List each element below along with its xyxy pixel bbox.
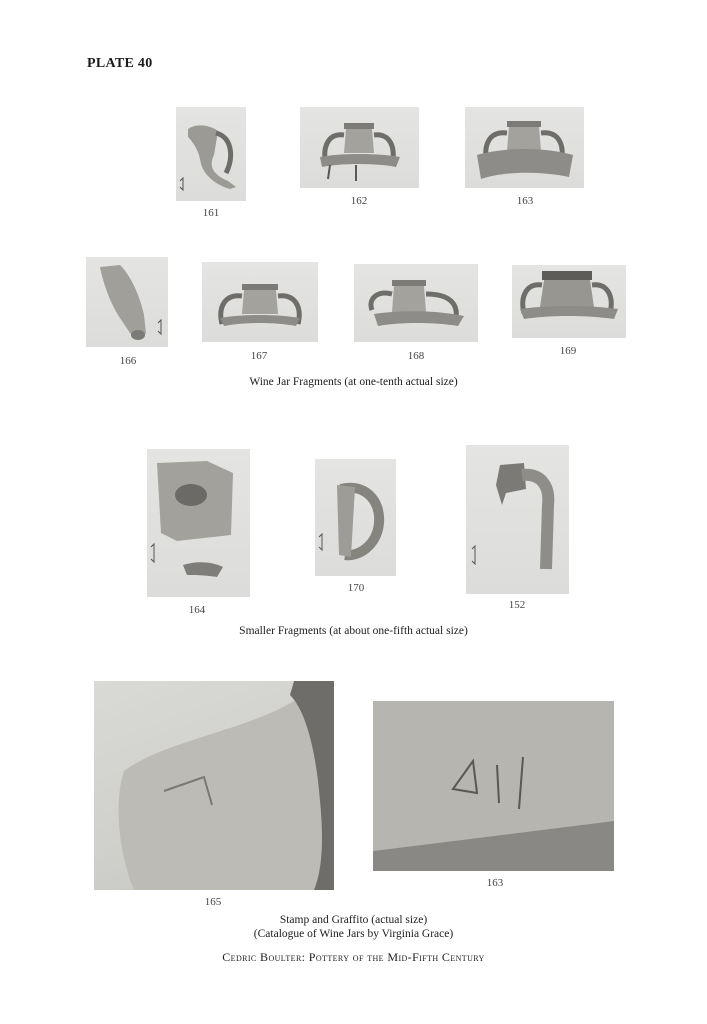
- photo-166: [86, 257, 168, 347]
- shoulder-fragment-icon: [147, 449, 250, 597]
- figure-number: 168: [407, 350, 425, 362]
- footer-credit: Cedric Boulter: Pottery of the Mid-Fifth Century: [222, 950, 485, 964]
- figure-number: 165: [204, 896, 222, 908]
- amphora-neck-icon: [465, 107, 584, 188]
- photo-169: [512, 265, 626, 338]
- stamp-caption-line2: (Catalogue of Wine Jars by Virginia Grace): [253, 928, 454, 940]
- amphora-neck-icon: [202, 262, 318, 342]
- amphora-neck-icon: [512, 265, 626, 338]
- figure-number: 169: [559, 345, 577, 357]
- figure-number: 152: [508, 599, 526, 611]
- photo-167: [202, 262, 318, 342]
- photo-161: [176, 107, 246, 201]
- figure-number: 166: [119, 355, 137, 367]
- photo-165: [94, 681, 334, 890]
- stamp-impression-icon: [94, 681, 334, 890]
- figure-number: 164: [188, 604, 206, 616]
- figure-number: 163: [516, 195, 534, 207]
- amphora-neck-icon: [354, 264, 478, 342]
- figure-number: 161: [202, 207, 220, 219]
- plate-label: PLATE 40: [87, 56, 153, 71]
- graffito-icon: [373, 701, 614, 871]
- figure-number: 167: [250, 350, 268, 362]
- photo-162: [300, 107, 419, 188]
- handle-fragment-icon: [315, 459, 396, 576]
- photo-163: [465, 107, 584, 188]
- figure-number: 163: [486, 877, 504, 889]
- jar-handle-fragment-icon: [176, 107, 246, 201]
- photo-170: [315, 459, 396, 576]
- amphora-neck-icon: [300, 107, 419, 188]
- photo-163-graffito: [373, 701, 614, 871]
- figure-number: 162: [350, 195, 368, 207]
- photo-164: [147, 449, 250, 597]
- smaller-fragments-caption: Smaller Fragments (at about one-fifth actual size): [239, 625, 468, 637]
- handle-fragment-icon: [466, 445, 569, 594]
- figure-number: 170: [347, 582, 365, 594]
- photo-168: [354, 264, 478, 342]
- photo-152: [466, 445, 569, 594]
- stamp-caption-line1: Stamp and Graffito (actual size): [279, 914, 428, 926]
- jar-toe-fragment-icon: [86, 257, 168, 347]
- wine-jar-caption: Wine Jar Fragments (at one-tenth actual size): [249, 376, 458, 388]
